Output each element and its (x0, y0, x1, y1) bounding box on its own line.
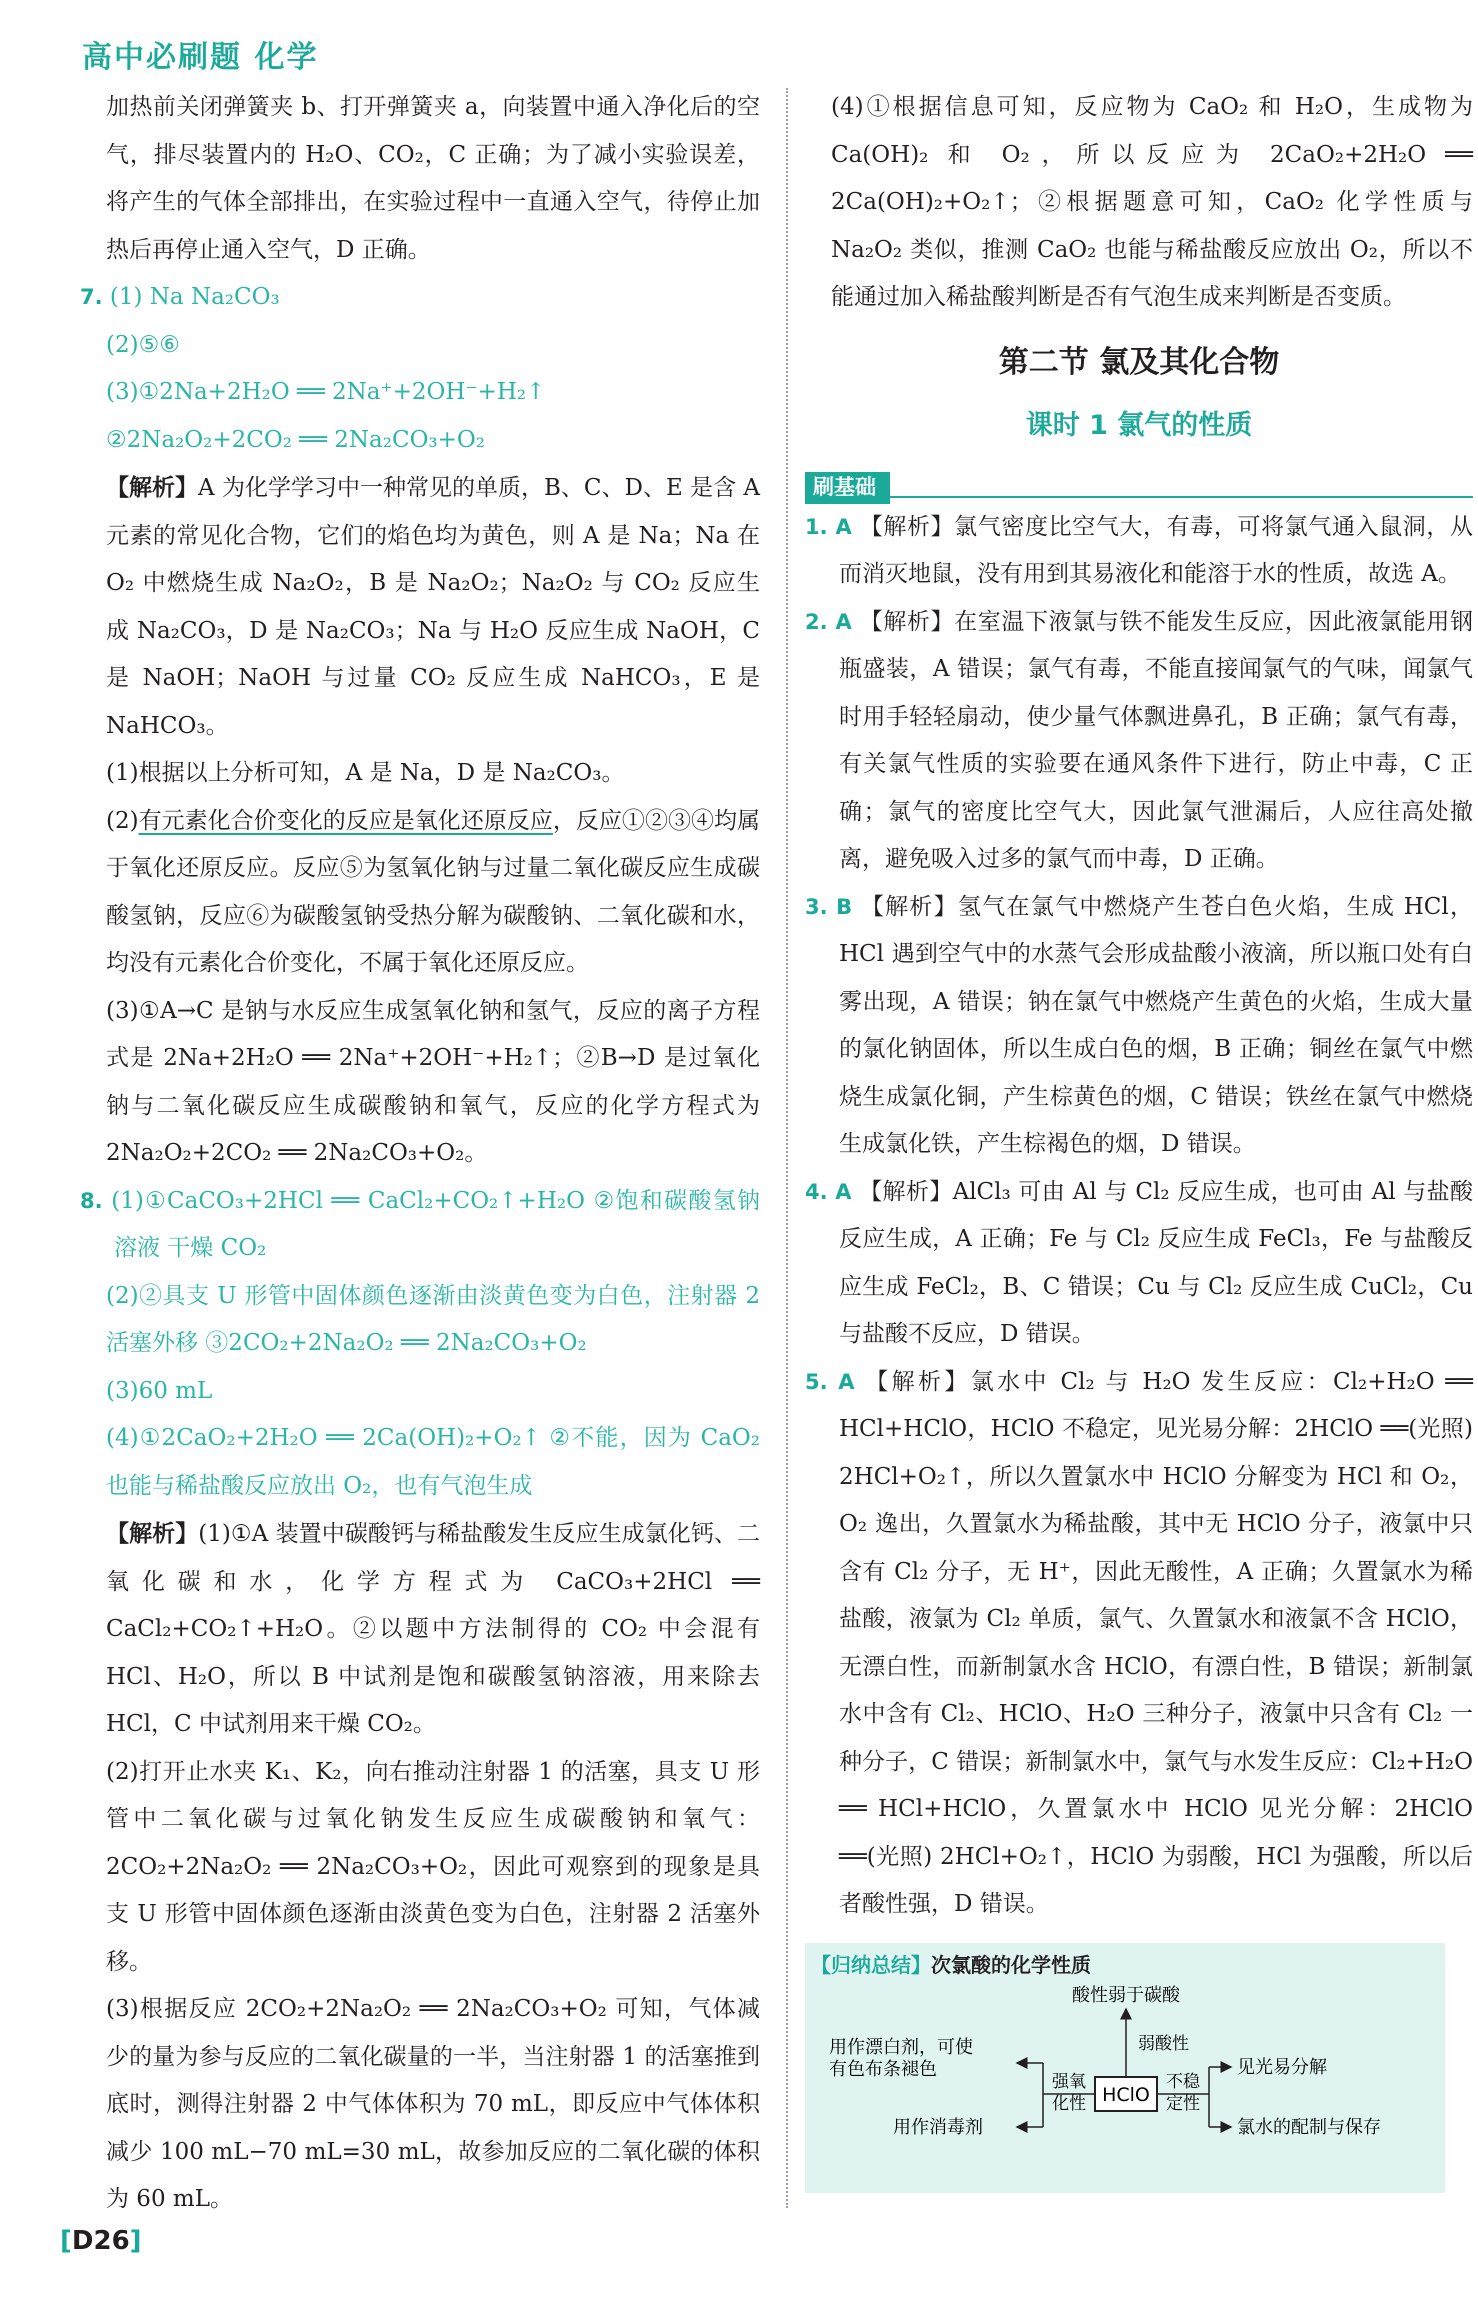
q7-ex3-rest: ，反应①②③④均属于氧化还原反应。反应⑤为氢氧化钠与过量二氧化碳反应生成碳酸氢钠，反应⑥为碳酸氢钠受热分解为碳酸钠、二氧化碳和水，均没有元素化合价变化，不属于氧化还原反应。 (106, 807, 761, 976)
q8-explanation (80, 1510, 760, 1749)
q7-answer-1: (1) Na Na₂CO₃ (109, 284, 280, 310)
q7-answer (80, 274, 760, 322)
q1-number: 1. A (805, 514, 852, 539)
left-target-1: 用作漂白剂，可使 (829, 2036, 973, 2058)
q8-number: 8. (80, 1188, 103, 1213)
q7-answer-2: (2)⑤⑥ (106, 331, 180, 358)
right-target-2: 氯水的配制与保存 (1237, 2116, 1381, 2138)
q4-number: 4. A (805, 1179, 852, 1204)
q8-answer-4: (4)①2CaO₂+2H₂O ══ 2Ca(OH)₂+O₂↑ ②不能，因为 CaO₂ 也能与稀盐酸反应放出 O₂，也有气泡生成 (106, 1425, 760, 1499)
q8-answer (80, 1178, 760, 1273)
q3-item (805, 884, 1473, 1169)
q4-text: 【解析】AlCl₃ 可由 Al 与 Cl₂ 反应生成，也可由 Al 与盐酸反应生成，A 正确；Fe 与 Cl₂ 反应生成 FeCl₃，Fe 与盐酸反应生成 FeCl₂，B、C 错误；Cu 与 Cl₂ 反应生成 CuCl₂，Cu 与盐酸不反应，D 错误。 (839, 1178, 1474, 1347)
lesson-title: 课时 1 氯气的性质 (1025, 409, 1253, 441)
q3-number: 3. B (805, 894, 853, 919)
section-title: 第二节 氯及其化合物 (998, 344, 1280, 380)
q8-answer-1: (1)①CaCO₃+2HCl ══ CaCl₂+CO₂↑+H₂O ②饱和碳酸氢钠溶液 干燥 CO₂ (111, 1187, 760, 1261)
q2-text: 【解析】在室温下液氯与铁不能发生反应，因此液氯能用钢瓶盛装，A 错误；氯气有毒，不能直接闻氯气的气味，闻氯气时用手轻轻扇动，使少量气体飘进鼻孔，B 正确；氯气有毒，有关氯气性质的实验要在通风条件下进行，防止中毒，C 正确；氯气的密度比空气大，因此氯气泄漏后，人应往高处撤离，避免吸入过多的氯气而中毒，D 正确。 (839, 608, 1474, 872)
q8-explanation-text: (1)①A 装置中碳酸钙与稀盐酸发生反应生成氯化钙、二氧化碳和水，化学方程式为 CaCO₃+2HCl ══ CaCl₂+CO₂↑+H₂O。②以题中方法制得的 CO₂ 中会混有 HCl、H₂O，所以 B 中试剂是饱和碳酸氢钠溶液，用来除去 HCl，C 中试剂用来干燥 CO₂。 (106, 1521, 760, 1737)
q7-answer-3: (3)①2Na+2H₂O ══ 2Na⁺+2OH⁻+H₂↑ (106, 379, 546, 405)
q4-item (805, 1169, 1473, 1359)
page-number: [D26] (60, 2226, 142, 2256)
left-target-3: 用作消毒剂 (893, 2116, 983, 2138)
q7-explanation-text: A 为化学学习中一种常见的单质，B、C、D、E 是含 A 元素的常见化合物，它们的焰色均为黄色，则 A 是 Na；Na 在 O₂ 中燃烧生成 Na₂O₂，B 是 Na₂O₂；Na₂O₂ 与 CO₂ 反应生成 Na₂CO₃，D 是 Na₂CO₃；Na 与 H₂O 反应生成 NaOH，C 是 NaOH；NaOH 与过量 CO₂ 反应生成 NaHCO₃，E 是 NaHCO₃。 (106, 475, 760, 739)
summary-title: 次氯酸的化学性质 (931, 1952, 1091, 1977)
right-column (805, 84, 1473, 2193)
q1-text: 【解析】氯气密度比空气大，有毒，可将氯气通入鼠洞，从而消灭地鼠，没有用到其易液化和能溶于水的性质，故选 A。 (839, 513, 1474, 587)
q7-explanation-3: (3)①A→C 是钠与水反应生成氢氧化钠和氢气，反应的离子方程式是 2Na+2H₂O ══ 2Na⁺+2OH⁻+H₂↑；②B→D 是过氧化钠与二氧化碳反应生成碳酸钠和氧气，反应的化学方程式为 2Na₂O₂+2CO₂ ══ 2Na₂CO₃+O₂。 (106, 997, 760, 1166)
q7-explanation (80, 464, 760, 750)
page-number-text: D26 (71, 2226, 130, 2256)
q1-item (805, 504, 1473, 599)
q5-text: 【解析】氯水中 Cl₂ 与 H₂O 发生反应：Cl₂+H₂O ══ HCl+HClO，HClO 不稳定，见光易分解：2HClO ══(光照) 2HCl+O₂↑，所以久置氯水中 HClO 分解变为 HCl 和 O₂，O₂ 逸出，久置氯水为稀盐酸，其中无 HClO 分子，液氯中只含有 Cl₂ 分子，无 H⁺，因此无酸性，A 正确；久置氯水为稀盐酸，液氯为 Cl₂ 单质，氯气、久置氯水和液氯不含 HClO，无漂白性，而新制氯水含 HClO，有漂白性，B 错误；新制氯水中含有 Cl₂、HClO、H₂O 三种分子，液氯中只含有 Cl₂ 一种分子，C 错误；新制氯水中，氯气与水发生反应：Cl₂+H₂O ══ HCl+HClO，久置氯水中 HClO 见光分解：2HClO ══(光照) 2HCl+O₂↑，HClO 为弱酸，HCl 为强酸，所以后者酸性强，D 错误。 (839, 1368, 1474, 1917)
page-header: 高中必刷题 化学 (82, 40, 319, 75)
section-tag: 刷基础 (805, 472, 890, 504)
top-target: 酸性弱于碳酸 (1072, 1984, 1180, 2006)
q5-number: 5. A (805, 1369, 855, 1394)
q8-answer-2: (2)②具支 U 形管中固体颜色逐渐由淡黄色变为白色，注射器 2 活塞外移 ③2CO₂+2Na₂O₂ ══ 2Na₂CO₃+O₂ (106, 1282, 760, 1356)
right-arrow-label-2: 定性 (1166, 2093, 1200, 2114)
top-arrow-label: 弱酸性 (1138, 2033, 1189, 2054)
column-divider (786, 88, 788, 2208)
left-target-2: 有色布条褪色 (829, 2058, 937, 2080)
summary-label: 【归纳总结】 (811, 1952, 931, 1977)
left-arrow-label-2: 化性 (1052, 2093, 1086, 2114)
q5-item (805, 1359, 1473, 1929)
q8-explanation-4: (4)①根据信息可知，反应物为 CaO₂ 和 H₂O，生成物为 Ca(OH)₂ 和 O₂，所以反应为 2CaO₂+2H₂O ══ 2Ca(OH)₂+O₂↑；②根据题意可知，CaO₂ 化学性质与 Na₂O₂ 类似，推测 CaO₂ 也能与稀盐酸反应放出 O₂，所以不能通过加入稀盐酸判断是否有气泡生成来判断是否变质。 (831, 94, 1473, 310)
hclo-label: HClO (1102, 2083, 1150, 2106)
q8-explanation-3: (3)根据反应 2CO₂+2Na₂O₂ ══ 2Na₂CO₃+O₂ 可知，气体减少的量为参与反应的二氧化碳量的一半，当注射器 1 的活塞推到底时，测得注射器 2 中气体体积为 70 mL，即反应中气体体积减少 100 mL−70 mL=30 mL，故参加反应的二氧化碳的体积为 60 mL。 (106, 1996, 760, 2212)
underlined-note: 有元素化合价变化的反应是氧化还原反应 (138, 807, 553, 834)
summary-box (805, 1943, 1445, 2193)
left-column (80, 84, 760, 2224)
right-arrow-label-1: 不稳 (1166, 2071, 1200, 2092)
paragraph: 加热前关闭弹簧夹 b、打开弹簧夹 a，向装置中通入净化后的空气，排尽装置内的 H₂O、CO₂，C 正确；为了减小实验误差，将产生的气体全部排出，在实验过程中一直通入空气，待停止加热后再停止通入空气，D 正确。 (106, 94, 760, 263)
right-target-1: 见光易分解 (1237, 2056, 1327, 2078)
q3-text: 【解析】氢气在氯气中燃烧产生苍白色火焰，生成 HCl，HCl 遇到空气中的水蒸气会形成盐酸小液滴，所以瓶口处有白雾出现，A 错误；钠在氯气中燃烧产生黄色的火焰，生成大量的氯化钠固体，所以生成白色的烟，B 正确；铜丝在氯气中燃烧生成氯化铜，产生棕黄色的烟，C 错误；铁丝在氯气中燃烧生成氯化铁，产生棕褐色的烟，D 错误。 (839, 893, 1474, 1157)
explanation-label: 【解析】 (106, 474, 199, 501)
q7-ex3-prefix: (2) (106, 807, 139, 834)
section-tag-bar (805, 464, 1473, 498)
q2-item (805, 599, 1473, 884)
q2-number: 2. A (805, 609, 852, 634)
q7-number: 7. (80, 285, 103, 309)
explanation-label: 【解析】 (106, 1520, 199, 1547)
q7-explanation-2 (80, 798, 760, 988)
left-arrow-label-1: 强氧 (1052, 2071, 1086, 2092)
q7-explanation-1: (1)根据以上分析可知，A 是 Na，D 是 Na₂CO₃。 (106, 760, 625, 786)
hclo-property-diagram (805, 1943, 1445, 2193)
q7-answer-4: ②2Na₂O₂+2CO₂ ══ 2Na₂CO₃+O₂ (106, 426, 485, 453)
q8-explanation-2: (2)打开止水夹 K₁、K₂，向右推动注射器 1 的活塞，具支 U 形管中二氧化碳与过氧化钠发生反应生成碳酸钠和氧气：2CO₂+2Na₂O₂ ══ 2Na₂CO₃+O₂，因此可观察到的现象是具支 U 形管中固体颜色逐渐由淡黄色变为白色，注射器 2 活塞外移。 (106, 1758, 760, 1975)
q8-answer-3: (3)60 mL (106, 1377, 213, 1404)
